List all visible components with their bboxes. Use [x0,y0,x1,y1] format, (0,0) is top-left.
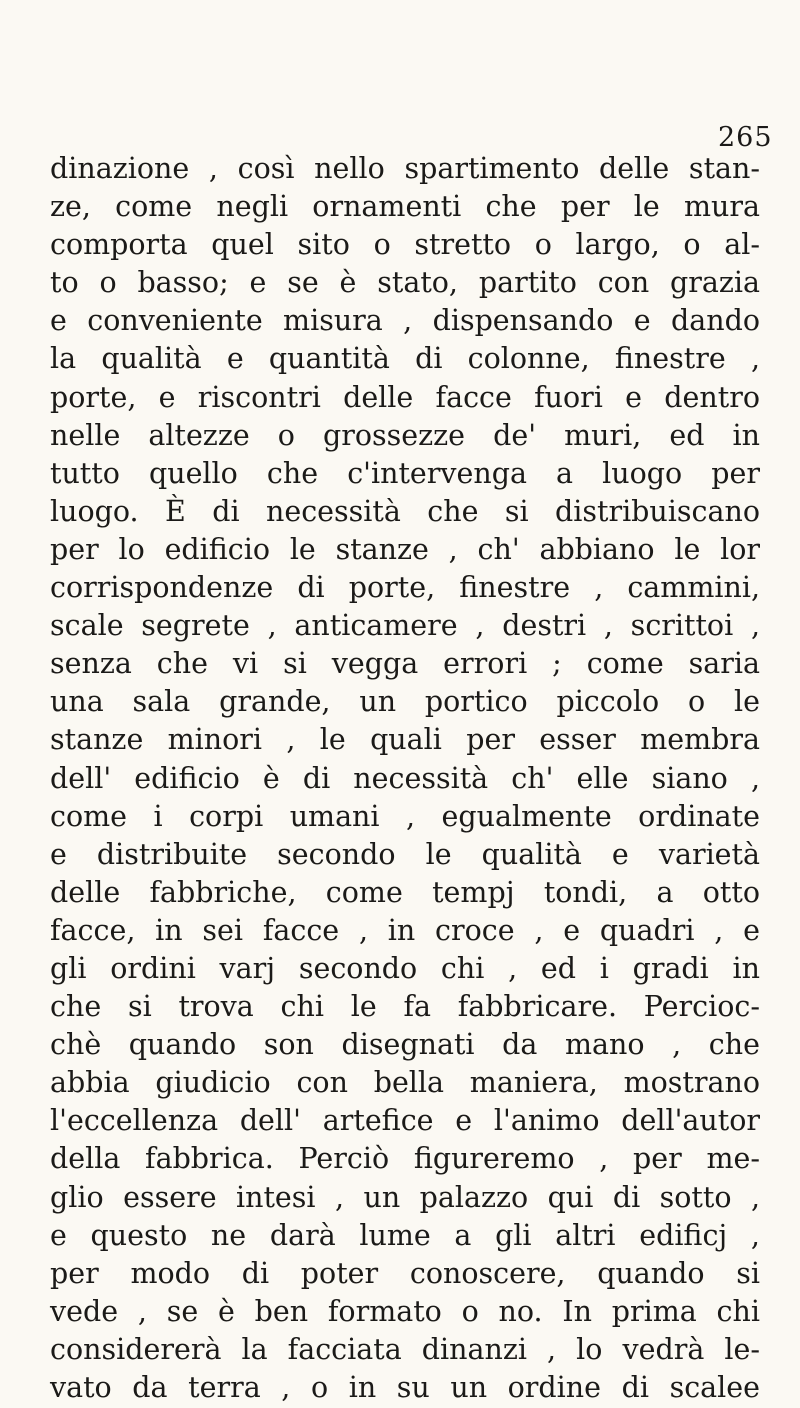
text-line: vede , se è ben formato o no. In prima chi [50,1294,760,1328]
text-line: della fabbrica. Perciò figureremo , per me- [50,1142,760,1176]
text-line: vato da terra , o in su un ordine di scalee [50,1371,760,1404]
text-line: e conveniente misura , dispensando e dando [50,304,760,338]
text-line: considererà la facciata dinanzi , lo vedrà le- [50,1332,760,1366]
text-line: dell' edificio è di necessità ch' elle siano , [50,761,760,795]
text-line: gli ordini varj secondo chi , ed i gradi in [50,951,760,985]
text-line: facce, in sei facce , in croce , e quadri , e [50,913,760,947]
text-line: e distribuite secondo le qualità e varietà [50,837,760,871]
text-line: nelle altezze o grossezze de' muri, ed in [50,418,760,452]
text-line: ze, come negli ornamenti che per le mura [50,190,760,224]
text-line: che si trova chi le fa fabbricare. Percioc- [50,990,760,1024]
text-line: comporta quel sito o stretto o largo, o al- [50,228,760,262]
text-line: tutto quello che c'intervenga a luogo per [50,456,760,490]
text-line: delle fabbriche, come tempj tondi, a otto [50,875,760,909]
text-line: per lo edificio le stanze , ch' abbiano le lor [50,532,760,566]
text-line: chè quando son disegnati da mano , che [50,1028,760,1062]
text-line: una sala grande, un portico piccolo o le [50,685,760,719]
page-number: 265 [718,122,773,153]
text-line: la qualità e quantità di colonne, finestre , [50,342,760,376]
text-line: corrispondenze di porte, finestre , cammini, [50,571,760,605]
text-line: per modo di poter conoscere, quando si [50,1256,760,1290]
text-line: glio essere intesi , un palazzo qui di sotto , [50,1180,760,1214]
text-line: luogo. È di necessità che si distribuiscano [50,494,760,528]
text-line: l'eccellenza dell' artefice e l'animo dell'autor [50,1104,760,1138]
text-line: stanze minori , le quali per esser membra [50,723,760,757]
text-line: scale segrete , anticamere , destri , scrittoi , [50,609,760,643]
text-line: porte, e riscontri delle facce fuori e dentro [50,380,760,414]
text-line: e questo ne darà lume a gli altri edificj , [50,1218,760,1252]
text-line: come i corpi umani , egualmente ordinate [50,799,760,833]
text-line: to o basso; e se è stato, partito con grazia [50,266,760,300]
text-line: senza che vi si vegga errori ; come saria [50,647,760,681]
body-text [50,150,760,1407]
text-line: dinazione , così nello spartimento delle stan- [50,152,760,185]
text-line: abbia giudicio con bella maniera, mostrano [50,1066,760,1100]
